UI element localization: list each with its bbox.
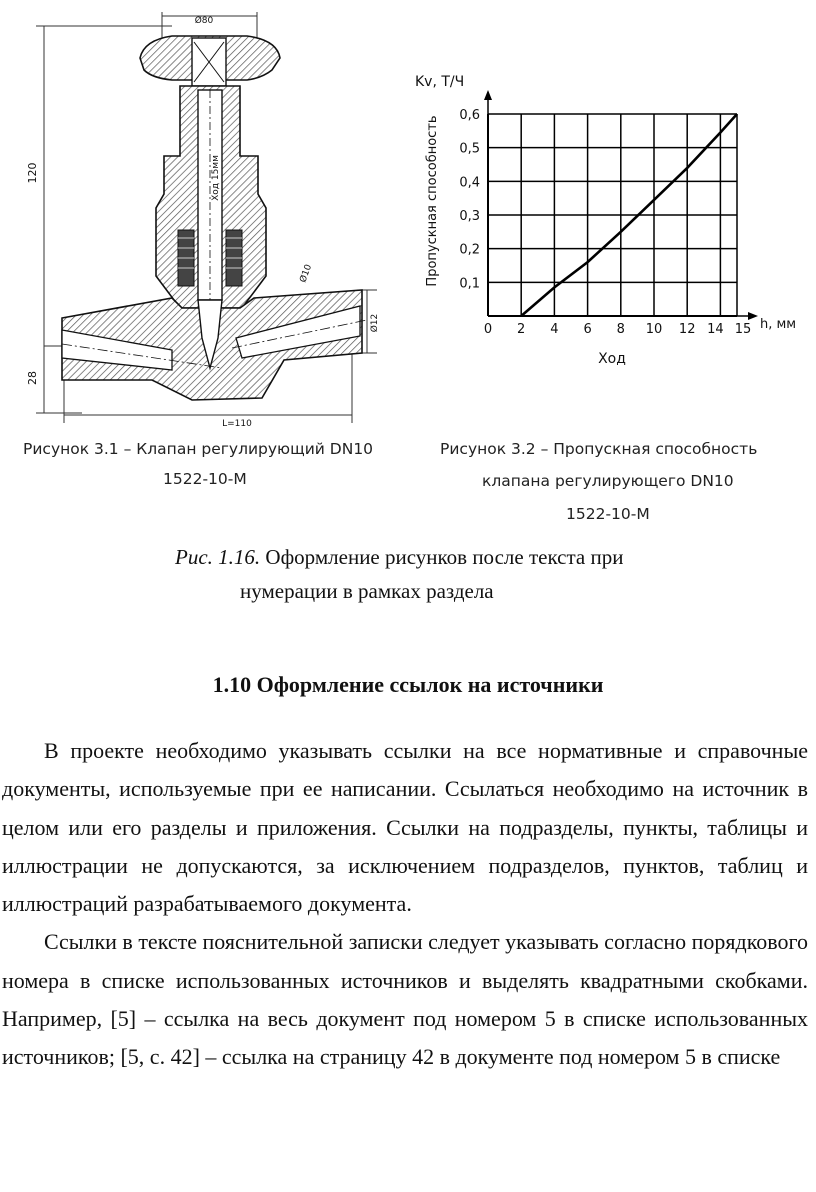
figure2-caption-line2: клапана регулирующего DN10 [482,472,734,490]
figure-caption-line1 [175,545,623,570]
chart-y-unit-label: Kv, Т/Ч [415,74,465,90]
x-tick-label: 10 [645,322,663,337]
figure1-caption-line1: Рисунок 3.1 – Клапан регулирующий DN10 [23,440,374,458]
figure2-caption-line3: 1522-10-М [566,505,650,523]
paragraph-1: В проекте необходимо указывать ссылки на все нормативные и справочные документы, используемые при ее написании. Ссылаться необходимо на источник в целом или его разделы и приложения. Ссылки на подразделы, пункты, таблицы и иллюстрации не допускаются, за исключением подразделов, пунктов, таблиц и иллюстраций разрабатываемого документа. [2,738,808,917]
section-heading: 1.10 Оформление ссылок на источники [212,672,604,697]
dim-lower-height-label: 28 [26,371,39,385]
dim-height-label: 120 [26,162,39,184]
x-tick-label: 0 [483,322,493,337]
y-tick-label: 0,2 [459,242,480,258]
y-tick-label: 0,6 [459,108,480,123]
chart-x-axis-title: Ход [598,351,626,367]
section-body [2,732,808,1077]
y-tick-label: 0,5 [459,141,480,157]
chart-y-axis-title: Пропускная способность [425,115,440,287]
figure-caption-label: Рис. 1.16. [175,545,261,569]
dim-stroke-label: Ход 15мм [211,155,221,201]
x-axis-arrow [748,312,758,320]
paragraph-2: Ссылки в тексте пояснительной записки следует указывать согласно порядкового номера в списке использованных источников и выделять квадратными скобками. Например, [5] – ссылка на весь документ под номером 5 в списке использованных источников; [5, с. 42] – ссылка на страницу 42 в документе под номером 5 в списке [2,929,808,1070]
dim-length-label: L=110 [222,419,252,429]
chart-ticks [459,108,751,337]
x-tick-label: 6 [583,322,592,337]
x-tick-label: 14 [707,322,724,337]
y-tick-label: 0,1 [459,276,480,292]
valve-drawing [22,8,392,433]
dim-width-label: Ø80 [194,16,214,26]
y-axis-arrow [484,90,492,100]
figure1-caption-line2: 1522-10-М [163,470,247,488]
figure2-caption-line1: Рисунок 3.2 – Пропускная способность [440,440,758,458]
chart-grid [484,90,758,320]
chart-x-unit-label: h, мм [760,317,797,332]
y-tick-label: 0,4 [459,175,480,191]
x-tick-label: 4 [550,322,559,337]
x-tick-label: 2 [517,322,526,337]
dim-port-d2-label: Ø12 [370,313,380,333]
y-tick-label: 0,3 [459,209,480,224]
kv-chart [410,66,810,378]
figure-caption-text1: Оформление рисунков после текста при [265,545,624,569]
figure-caption-text2: нумерации в рамках раздела [240,579,494,603]
x-tick-label: 12 [678,322,696,337]
dim-port-d1-label: Ø10 [298,263,315,285]
x-tick-label: 15 [734,322,752,337]
x-tick-label: 8 [616,322,625,337]
